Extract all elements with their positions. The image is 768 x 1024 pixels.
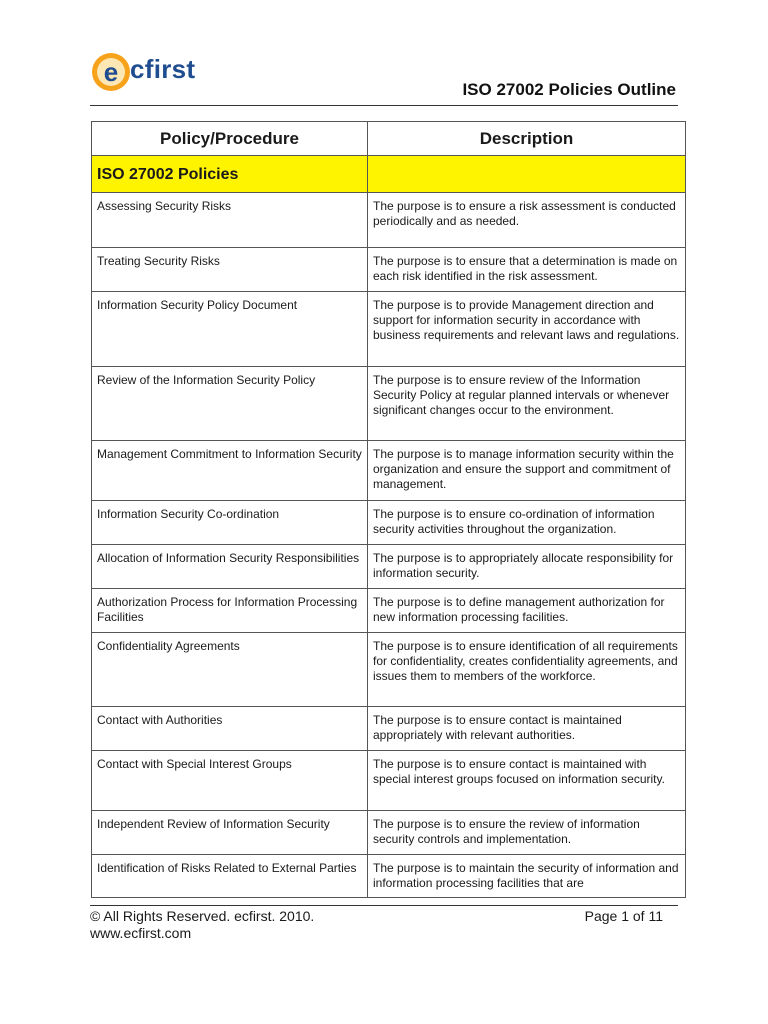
table-row — [92, 751, 686, 811]
header-divider — [90, 105, 678, 106]
footer-copyright: © All Rights Reserved. ecfirst. 2010. — [90, 908, 315, 924]
document-title: ISO 27002 Policies Outline — [462, 80, 676, 99]
policy-description-cell: The purpose is to ensure the review of information security controls and implementation. — [368, 811, 686, 855]
policy-description-cell: The purpose is to manage information security within the organization and ensure the support and commitment of management. — [368, 441, 686, 501]
policy-name-cell: Information Security Co-ordination — [92, 501, 368, 545]
policy-description-cell: The purpose is to ensure identification of all requirements for confidentiality, creates confidentiality agreements, and issues them to members of the workforce. — [368, 633, 686, 707]
table-row — [92, 707, 686, 751]
ecfirst-logo — [90, 50, 240, 100]
policy-description-cell: The purpose is to ensure a risk assessment is conducted periodically and as needed. — [368, 193, 686, 248]
column-header-policy: Policy/Procedure — [92, 122, 368, 156]
policy-description-cell: The purpose is to appropriately allocate responsibility for information security. — [368, 545, 686, 589]
policy-description-cell: The purpose is to ensure review of the Information Security Policy at regular planned intervals or whenever significant changes occur to the environment. — [368, 367, 686, 441]
table-row — [92, 589, 686, 633]
table-row — [92, 441, 686, 501]
column-header-description: Description — [368, 122, 686, 156]
policy-name-cell: Management Commitment to Information Security — [92, 441, 368, 501]
table-header-row — [92, 122, 686, 156]
table-row — [92, 248, 686, 292]
policy-description-cell: The purpose is to ensure contact is maintained appropriately with relevant authorities. — [368, 707, 686, 751]
policy-description-cell: The purpose is to ensure co-ordination of information security activities throughout the organization. — [368, 501, 686, 545]
section-header-row — [92, 156, 686, 193]
section-title: ISO 27002 Policies — [92, 156, 368, 193]
policy-name-cell: Independent Review of Information Security — [92, 811, 368, 855]
policy-name-cell: Authorization Process for Information Processing Facilities — [92, 589, 368, 633]
table-row — [92, 633, 686, 707]
policy-description-cell: The purpose is to define management authorization for new information processing facilities. — [368, 589, 686, 633]
policy-name-cell: Identification of Risks Related to External Parties — [92, 855, 368, 898]
table-row — [92, 367, 686, 441]
policy-name-cell: Contact with Special Interest Groups — [92, 751, 368, 811]
table-row — [92, 193, 686, 248]
policy-description-cell: The purpose is to ensure that a determination is made on each risk identified in the risk assessment. — [368, 248, 686, 292]
policy-table — [91, 121, 686, 898]
logo-wordmark: cfirst — [130, 54, 196, 84]
policy-name-cell: Contact with Authorities — [92, 707, 368, 751]
svg-text:e: e — [103, 57, 119, 87]
footer-divider — [90, 905, 678, 906]
table-row — [92, 545, 686, 589]
policy-name-cell: Confidentiality Agreements — [92, 633, 368, 707]
policy-description-cell: The purpose is to provide Management direction and support for information security in accordance with business requirements and relevant laws and regulations. — [368, 292, 686, 367]
table-row — [92, 501, 686, 545]
policy-name-cell: Assessing Security Risks — [92, 193, 368, 248]
policy-name-cell: Review of the Information Security Policy — [92, 367, 368, 441]
policy-description-cell: The purpose is to ensure contact is maintained with special interest groups focused on information security. — [368, 751, 686, 811]
footer-website: www.ecfirst.com — [90, 925, 192, 941]
logo-e-mark-icon — [90, 50, 134, 94]
table-row — [92, 811, 686, 855]
table-row — [92, 855, 686, 898]
policy-name-cell: Information Security Policy Document — [92, 292, 368, 367]
section-title-empty-cell — [368, 156, 686, 193]
policy-name-cell: Treating Security Risks — [92, 248, 368, 292]
policy-name-cell: Allocation of Information Security Responsibilities — [92, 545, 368, 589]
footer-page-number: Page 1 of 11 — [584, 908, 663, 924]
policy-description-cell: The purpose is to maintain the security of information and information processing facilities that are — [368, 855, 686, 898]
table-row — [92, 292, 686, 367]
